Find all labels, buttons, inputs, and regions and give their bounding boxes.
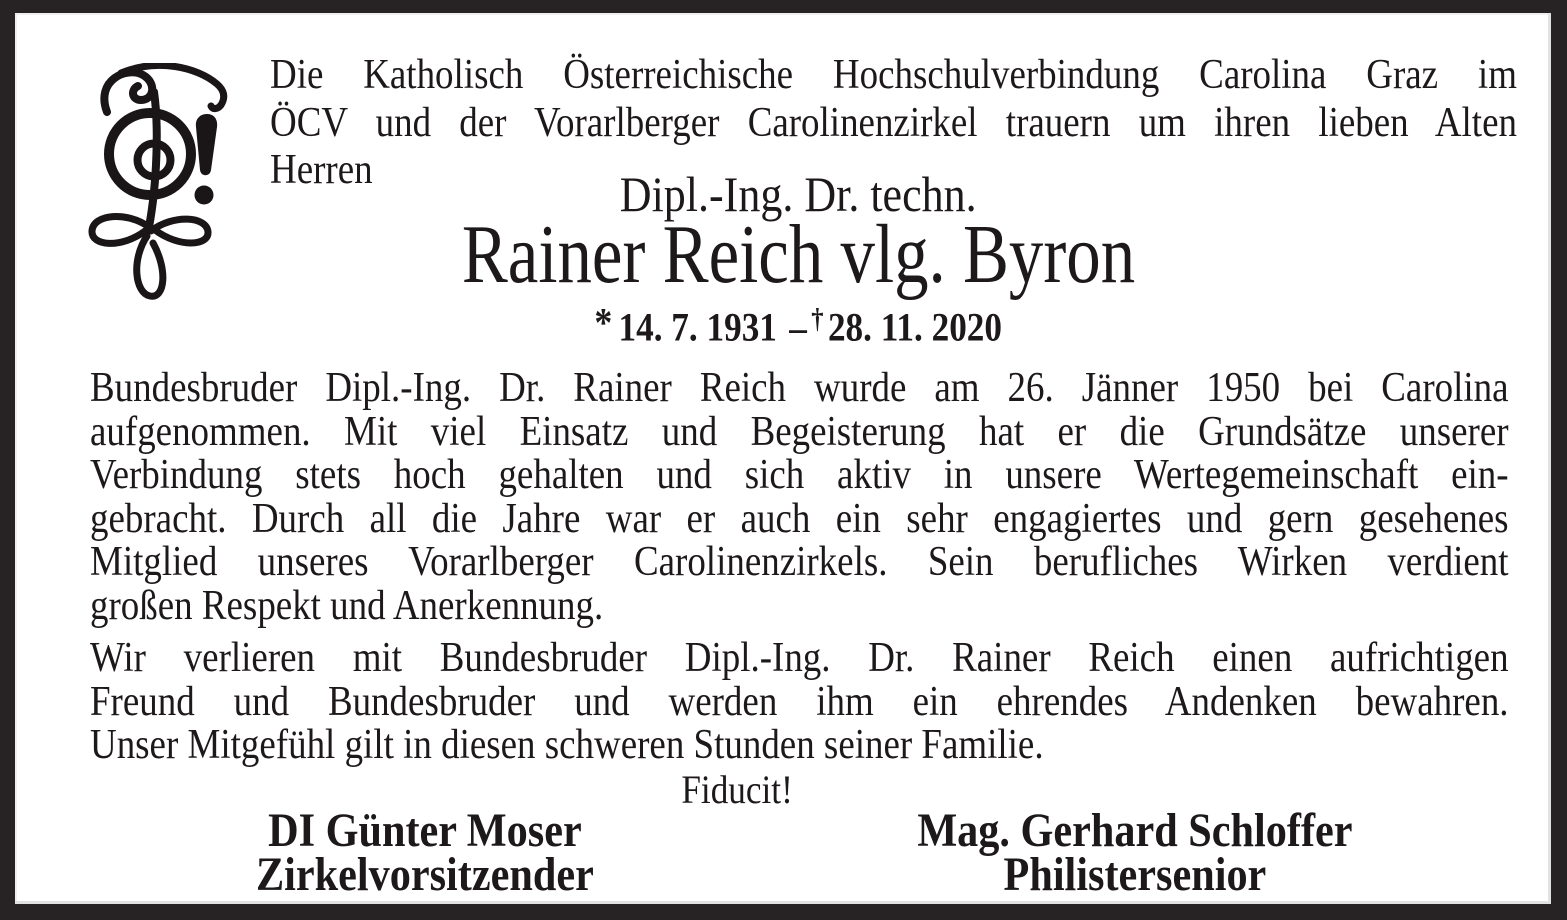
signature-left (175, 804, 675, 901)
signer-name: Mag. Gerhard Schloffer (917, 804, 1353, 857)
honorific-title: Dipl.-Ing. Dr. techn. (619, 166, 977, 222)
obituary-paragraph-1 (90, 367, 1509, 628)
signer-role: Zirkelvorsitzender (256, 848, 594, 901)
paragraph-line: aufgenommen. Mit viel Einsatz und Begeisterung hat er die Grundsätze unserer (90, 408, 1509, 455)
deceased-name: Rainer Reich vlg. Byron (461, 208, 1136, 301)
paragraph-line: gebracht. Durch all die Jahre war er auch ein sehr engagiertes und gern gesehenes (90, 495, 1509, 542)
life-dates (15, 298, 1567, 350)
paragraph-line: Bundesbruder Dipl.-Ing. Dr. Rainer Reich wurde am 26. Jänner 1950 bei Carolina (90, 365, 1509, 411)
intro-line-1: Die Katholisch Österreichische Hochschulverbindung Carolina Graz im (270, 52, 1517, 98)
paragraph-line: großen Respekt und Anerkennung. (90, 582, 604, 629)
birth-star-symbol: * (594, 299, 613, 345)
closing-salute: Fiducit! (681, 767, 793, 812)
signer-role: Philistersenior (1003, 848, 1267, 901)
intro-line-3: Herren (270, 147, 373, 193)
signer-name: DI Günter Moser (268, 804, 582, 857)
paragraph-line: Mitglied unseres Vorarlberger Carolinenzirkels. Sein berufliches Wirken verdient (90, 539, 1509, 585)
death-dagger-symbol: † (811, 304, 824, 335)
dates-separator: – (789, 304, 807, 350)
notice-sheet (15, 13, 1551, 904)
paragraph-line: Verbindung stets hoch gehalten und sich aktiv in unsere Wertegemeinschaft ein- (90, 452, 1509, 498)
intro-line-2: ÖCV und der Vorarlberger Carolinenzirkel trauern um ihren lieben Alten (270, 99, 1517, 146)
death-date: 28. 11. 2020 (827, 304, 1003, 350)
obituary-paragraph-2 (90, 637, 1509, 768)
paragraph-line: Freund und Bundesbruder und werden ihm ein ehrendes Andenken bewahren. (90, 678, 1509, 725)
paragraph-line: Wir verlieren mit Bundesbruder Dipl.-Ing. Dr. Rainer Reich einen aufrichtigen (90, 635, 1509, 681)
birth-date: 14. 7. 1931 (618, 304, 777, 350)
paragraph-line: Unser Mitgefühl gilt in diesen schweren Stunden seiner Familie. (90, 722, 1044, 768)
signature-right (885, 804, 1385, 901)
